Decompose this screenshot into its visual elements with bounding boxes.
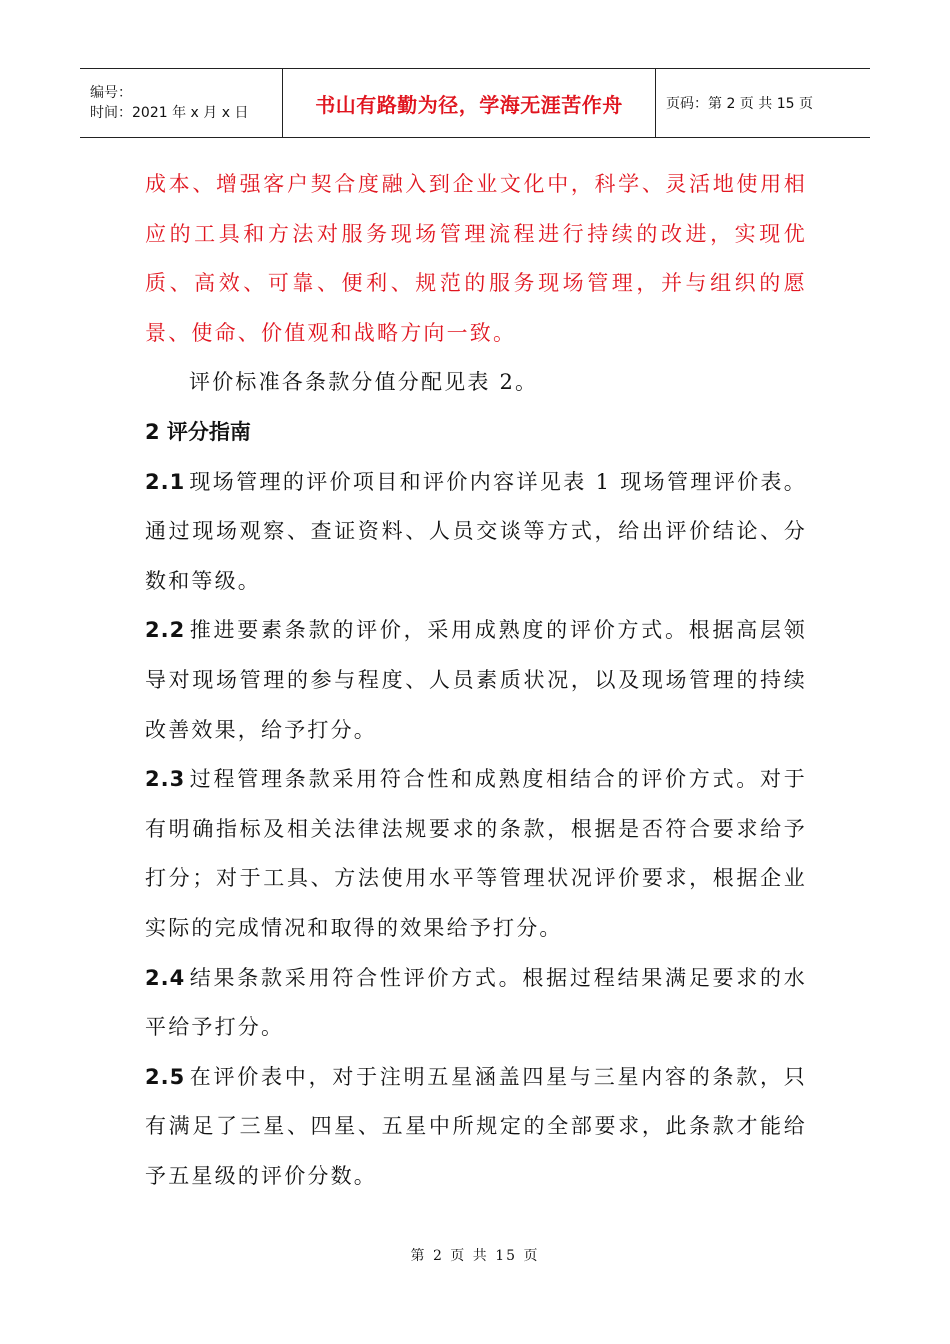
item-text: 在评价表中，对于注明五星涵盖四星与三星内容的条款，只有满足了三星、四星、五星中所规定的全部要求，此条款才能给予五星级的评价分数。: [145, 1064, 807, 1188]
header-page-label: 页码：第 2 页 共 15 页: [666, 96, 813, 112]
guideline-item: [145, 1053, 807, 1202]
table-reference-paragraph: 评价标准各条款分值分配见表 2。: [189, 370, 539, 395]
section-heading: 2 评分指南: [145, 419, 251, 444]
intro-paragraph: 成本、增强客户契合度融入到企业文化中，科学、灵活地使用相应的工具和方法对服务现场管理流程进行持续的改进，实现优质、高效、可靠、便利、规范的服务现场管理，并与组织的愿景、使命、价值观和战略方向一致。: [145, 172, 807, 345]
header-motto: 书山有路勤为径，学海无涯苦作舟: [315, 92, 623, 117]
item-text: 过程管理条款采用符合性和成熟度相结合的评价方式。对于有明确指标及相关法律法规要求的条款，根据是否符合要求给予打分；对于工具、方法使用水平等管理状况评价要求，根据企业实际的完成情况和取得的效果给予打分。: [145, 767, 807, 940]
item-number: 2.5: [145, 1064, 186, 1089]
header-motto-cell: [283, 69, 656, 137]
page-header: [80, 68, 870, 138]
item-number: 2.1: [145, 469, 186, 494]
document-time-label: 时间：2021 年 x 月 x 日: [90, 105, 249, 121]
guideline-item: [145, 458, 807, 607]
guideline-item: [145, 606, 807, 755]
guideline-item: [145, 755, 807, 953]
item-text: 结果条款采用符合性评价方式。根据过程结果满足要求的水平给予打分。: [145, 965, 807, 1040]
guideline-item: [145, 954, 807, 1053]
item-text: 推进要素条款的评价，采用成熟度的评价方式。根据高层领导对现场管理的参与程度、人员素质状况，以及现场管理的持续改善效果，给予打分。: [145, 618, 807, 742]
header-meta-cell: [80, 69, 283, 137]
item-number: 2.4: [145, 965, 186, 990]
item-number: 2.2: [145, 618, 186, 643]
item-number: 2.3: [145, 767, 186, 792]
page-footer: 第 2 页 共 15 页: [410, 1248, 540, 1264]
header-page-cell: [656, 69, 870, 137]
item-text: 现场管理的评价项目和评价内容详见表 1 现场管理评价表。通过现场观察、查证资料、人员交谈等方式，给出评价结论、分数和等级。: [145, 469, 807, 593]
document-body: [145, 160, 807, 1201]
document-number-label: 编号：: [90, 85, 132, 101]
